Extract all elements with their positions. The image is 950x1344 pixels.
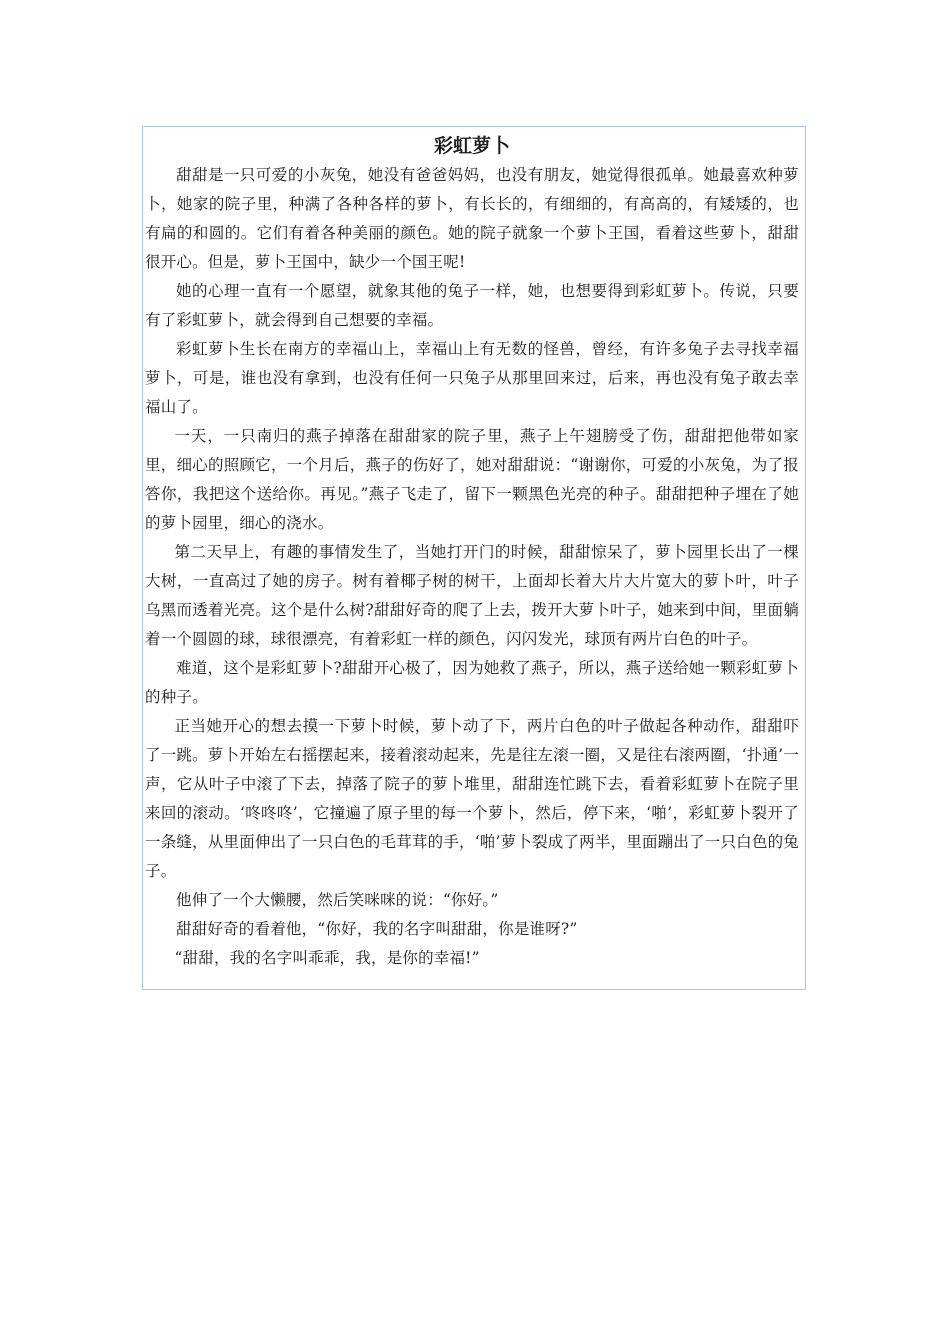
paragraph-10: “甜甜，我的名字叫乖乖，我，是你的幸福!”	[174, 949, 480, 967]
paragraph-9: 甜甜好奇的看着他，“你好，我的名字叫甜甜，你是谁呀?”	[176, 920, 578, 938]
story-frame	[142, 126, 806, 990]
paragraph-1: 甜甜是一只可爱的小灰兔，她没有爸爸妈妈，也没有朋友，她觉得很孤单。她最喜欢种萝卜，她家的院子里，种满了各种各样的萝卜，有长长的，有细细的，有高高的，有矮矮的，也有扁的和圆的。它们有着各种美丽的颜色。她的院子就象一个萝卜王国，看着这些萝卜，甜甜很开心。但是，萝卜王国中，缺少一个国王呢!	[145, 166, 799, 271]
paragraph-4: 一天，一只南归的燕子掉落在甜甜家的院子里，燕子上午翅膀受了伤，甜甜把他带如家里，细心的照顾它，一个月后，燕子的伤好了，她对甜甜说：“谢谢你，可爱的小灰兔，为了报答你，我把这个送给你。再见。”燕子飞走了，留下一颗黑色光亮的种子。甜甜把种子埋在了她的萝卜园里，细心的浇水。	[145, 427, 799, 532]
paragraph-7: 正当她开心的想去摸一下萝卜时候，萝卜动了下，两片白色的叶子做起各种动作，甜甜吓了一跳。萝卜开始左右摇摆起来，接着滚动起来，先是往左滚一圈，又是往右滚两圈，‘扑通’一声，它从叶子中滚了下去，掉落了院子的萝卜堆里，甜甜连忙跳下去，看着彩虹萝卜在院子里来回的滚动。‘咚咚咚’，它撞遍了原子里的每一个萝卜，然后，停下来，‘啪’，彩虹萝卜裂开了一条缝，从里面伸出了一只白色的毛茸茸的手，‘啪’萝卜裂成了两半，里面蹦出了一只白色的兔子。	[145, 717, 799, 880]
paragraph-2: 她的心理一直有一个愿望，就象其他的兔子一样，她，也想要得到彩虹萝卜。传说，只要有了彩虹萝卜，就会得到自己想要的幸福。	[145, 282, 799, 329]
paragraph-3: 彩虹萝卜生长在南方的幸福山上，幸福山上有无数的怪兽，曾经，有许多兔子去寻找幸福萝卜，可是，谁也没有拿到，也没有任何一只兔子从那里回来过，后来，再也没有兔子敢去幸福山了。	[145, 340, 799, 416]
paragraph-5: 第二天早上，有趣的事情发生了，当她打开门的时候，甜甜惊呆了，萝卜园里长出了一棵大树，一直高过了她的房子。树有着椰子树的树干，上面却长着大片大片宽大的萝卜叶，叶子乌黑而透着光亮。这个是什么树?甜甜好奇的爬了上去，拨开大萝卜叶子，她来到中间，里面躺着一个圆圆的球，球很漂亮，有着彩虹一样的颜色，闪闪发光，球顶有两片白色的叶子。	[145, 543, 799, 648]
story-title: 彩虹萝卜	[433, 135, 510, 157]
paragraph-8: 他伸了一个大懒腰，然后笑咪咪的说：“你好。”	[176, 891, 499, 909]
paragraph-6: 难道，这个是彩虹萝卜?甜甜开心极了，因为她救了燕子，所以，燕子送给她一颗彩虹萝卜的种子。	[145, 659, 799, 706]
